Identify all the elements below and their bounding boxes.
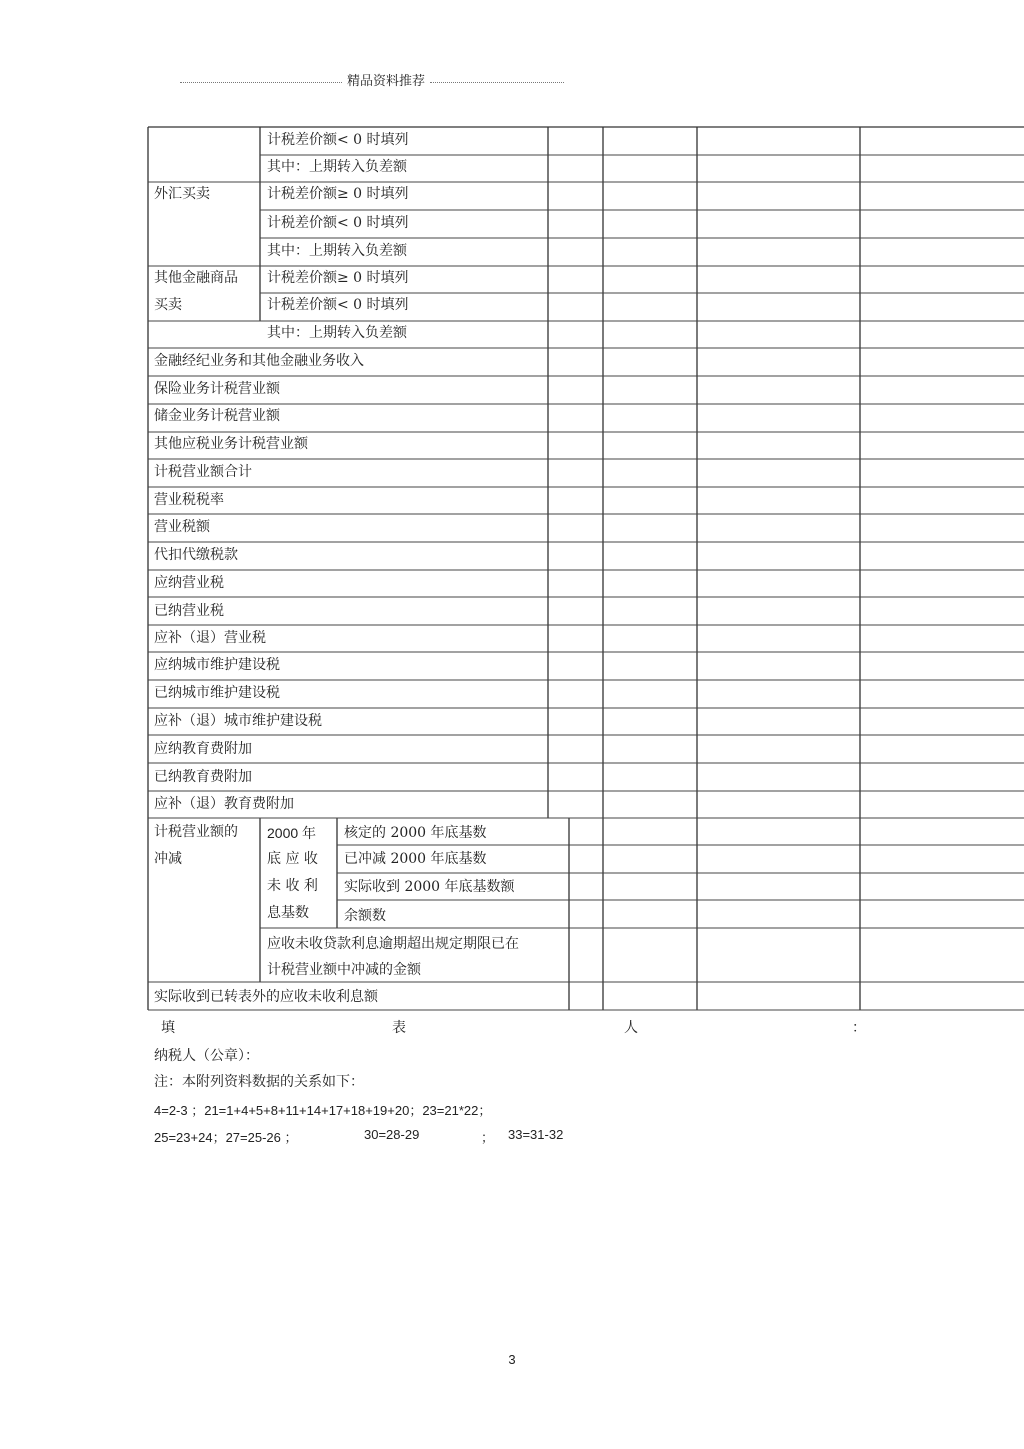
filler-char-2: 表 (392, 1020, 406, 1036)
group-label-forex: 外汇买卖 (154, 186, 210, 202)
row-label-22: 应补（退）城市维护建设税 (154, 713, 322, 729)
row-label-6: 计税差价额≥ 0 时填列 (267, 270, 409, 286)
row-label-17: 应纳营业税 (154, 575, 224, 591)
row-label-3: 计税差价额≥ 0 时填列 (267, 186, 409, 202)
formula-line-2c: ； (481, 1130, 495, 1145)
row-label-20: 应纳城市维护建设税 (154, 657, 280, 673)
last-row-label: 实际收到已转表外的应收未收利息额 (154, 989, 378, 1005)
row-label-25: 应补（退）教育费附加 (154, 796, 294, 812)
overdue-label-line1: 应收未收贷款利息逾期超出规定期限已在 (267, 936, 519, 952)
formula-line-1: 4=2-3 ；21=1+4+5+8+11+14+17+18+19+20；23=21*22； (154, 1103, 492, 1118)
row-label-8: 其中：上期转入负差额 (267, 325, 407, 341)
deduction-item-3: 实际收到 2000 年底基数额 (344, 879, 515, 895)
filler-char-3: 人 (624, 1020, 638, 1036)
header-dotted-line-left (180, 82, 342, 83)
deduction-item-2: 已冲减 2000 年底基数 (344, 851, 487, 867)
overdue-label-line2: 计税营业额中冲减的金额 (267, 962, 421, 978)
row-label-11: 储金业务计税营业额 (154, 408, 280, 424)
page-number: 3 (508, 1352, 516, 1367)
deduction-group-line2: 冲减 (154, 851, 182, 867)
filler-char-1: 填 (161, 1020, 175, 1036)
note-text: 注：本附列资料数据的关系如下： (154, 1074, 364, 1090)
row-label-1: 计税差价额< 0 时填列 (267, 132, 409, 148)
row-label-5: 其中：上期转入负差额 (267, 243, 407, 259)
header-title: 精品资料推荐 (346, 74, 425, 89)
formula-line-2d: 33=31-32 (508, 1127, 564, 1142)
row-label-4: 计税差价额< 0 时填列 (267, 215, 409, 231)
header-dotted-line-right (430, 82, 564, 83)
row-label-2: 其中：上期转入负差额 (267, 159, 407, 175)
row-label-10: 保险业务计税营业额 (154, 381, 280, 397)
row-label-24: 已纳教育费附加 (154, 769, 252, 785)
row-label-15: 营业税额 (154, 519, 210, 535)
base-label-line1: 2000 年 (267, 825, 317, 841)
deduction-item-1: 核定的 2000 年底基数 (344, 825, 487, 841)
row-label-9: 金融经纪业务和其他金融业务收入 (154, 353, 364, 369)
page-header (180, 74, 564, 92)
base-label-line4: 息基数 (267, 905, 309, 921)
row-label-19: 应补（退）营业税 (154, 630, 266, 646)
row-label-16: 代扣代缴税款 (154, 547, 238, 563)
group-label-other-financial-line1: 其他金融商品 (154, 270, 238, 286)
row-label-14: 营业税税率 (154, 492, 224, 508)
formula-line-2b: 30=28-29 (364, 1127, 420, 1142)
deduction-group-line1: 计税营业额的 (154, 824, 238, 840)
row-label-12: 其他应税业务计税营业额 (154, 436, 308, 452)
row-label-7: 计税差价额< 0 时填列 (267, 297, 409, 313)
base-label-line3: 未 收 利 (267, 878, 318, 894)
row-label-23: 应纳教育费附加 (154, 741, 252, 757)
filler-char-4: ： (852, 1020, 866, 1036)
row-label-21: 已纳城市维护建设税 (154, 685, 280, 701)
row-label-18: 已纳营业税 (154, 603, 224, 619)
deduction-item-4: 余额数 (344, 908, 386, 924)
base-label-line2: 底 应 收 (267, 851, 318, 867)
group-label-other-financial-line2: 买卖 (154, 297, 182, 313)
formula-line-2a: 25=23+24；27=25-26 ； (154, 1130, 298, 1145)
row-label-13: 计税营业额合计 (154, 464, 252, 480)
taxpayer-seal: 纳税人（公章）： (154, 1048, 259, 1064)
